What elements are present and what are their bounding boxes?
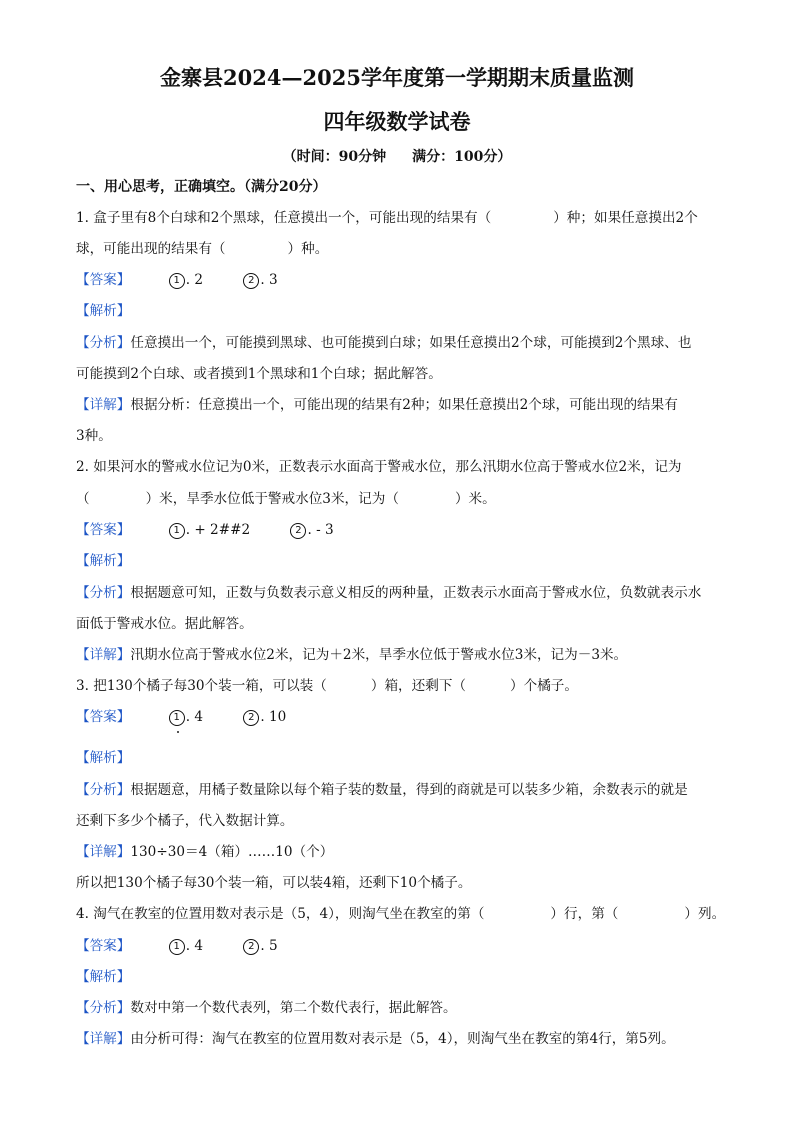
q4-fenxi-line1 [76, 998, 726, 1018]
detail-tag: 【详解】 [76, 647, 131, 663]
section-heading: 一、用心思考，正确填空。（满分20分） [76, 179, 327, 195]
q1-text-b: ）种；如果任意摸出2个 [553, 210, 698, 226]
fenxi-tag: 【分析】 [76, 585, 131, 601]
answer-tag: 【答案】 [76, 709, 131, 725]
detail-text: 由分析可得：淘气在教室的位置用数对表示是（5，4），则淘气坐在教室的第4行，第5列。 [130, 1031, 675, 1047]
fenxi-tag: 【分析】 [76, 782, 131, 798]
circled-number: 2 [243, 273, 259, 289]
q1-stem-line1 [76, 208, 726, 228]
answer-tag: 【答案】 [76, 938, 131, 954]
detail-text: 130÷30＝4（箱）……10（个） [130, 844, 334, 860]
exam-time-score [0, 146, 794, 166]
detail-text: 汛期水位高于警戒水位2米，记为＋2米，旱季水位低于警戒水位3米，记为－3米。 [130, 647, 628, 663]
q2-text-a: （ [76, 491, 90, 507]
exam-title: 金寨县2024—2025学年度第一学期期末质量监测 [160, 65, 634, 90]
analysis-tag: 【解析】 [76, 969, 131, 985]
q2-text-b: ）米，旱季水位低于警戒水位3米，记为（ [145, 491, 399, 507]
q2-text-c: ）米。 [454, 491, 496, 507]
answer-value: . - 3 [307, 522, 334, 538]
q1-fenxi-line2: 可能摸到2个白球、或者摸到1个黑球和1个白球；据此解答。 [76, 366, 442, 382]
score-info: 满分：100分） [412, 149, 512, 165]
q3-fenxi-line1 [76, 780, 726, 800]
answer-value: . 2 [185, 272, 203, 288]
detail-tag: 【详解】 [76, 1031, 131, 1047]
q2-detail-line1 [76, 645, 726, 665]
q3-detail-line2: 所以把130个橘子每30个装一箱，可以装4箱，还剩下10个橘子。 [76, 875, 472, 891]
answer-value: . + 2##2 [185, 522, 251, 538]
q2-answer-1 [169, 520, 250, 540]
q1-detail-line2: 3种。 [76, 428, 112, 444]
q3-fenxi-line2: 还剩下多少个橘子，代入数据计算。 [76, 813, 294, 829]
answer-value: . 3 [260, 272, 278, 288]
q1-text-a: 1. 盒子里有8个白球和2个黑球，任意摸出一个，可能出现的结果有（ [76, 210, 492, 226]
q4-text-a: 4. 淘气在教室的位置用数对表示是（5，4），则淘气坐在教室的第（ [76, 906, 485, 922]
fenxi-text: 根据题意，用橘子数量除以每个箱子装的数量，得到的商就是可以装多少箱，余数表示的就是 [130, 782, 688, 798]
fenxi-text: 数对中第一个数代表列，第二个数代表行，据此解答。 [130, 1000, 457, 1016]
q4-stem [76, 904, 726, 924]
q4-analysis-tag [76, 967, 726, 987]
q3-stem [76, 676, 726, 696]
fenxi-tag: 【分析】 [76, 335, 131, 351]
circled-number: 1 [169, 273, 185, 289]
circled-number: 2 [243, 939, 259, 955]
q3-answer [76, 707, 726, 727]
q1-answer-2 [243, 270, 277, 290]
circled-number: 2 [243, 710, 259, 726]
q2-analysis-tag [76, 551, 726, 571]
q1-stem-line2 [76, 239, 726, 259]
q3-text-c: ）个橘子。 [510, 678, 578, 694]
q4-answer-1 [169, 936, 203, 956]
q4-text-c: ）列。 [684, 906, 726, 922]
q3-answer-1 [169, 707, 203, 727]
q1-answer-1 [169, 270, 203, 290]
q1-text-d: ）种。 [287, 241, 329, 257]
q3-analysis-tag [76, 748, 726, 768]
q3-text-b: ）箱，还剩下（ [370, 678, 467, 694]
q1-fenxi-line1 [76, 333, 726, 353]
q2-stem-line1: 2. 如果河水的警戒水位记为0米，正数表示水面高于警戒水位，那么汛期水位高于警戒水位2米，记为 [76, 459, 682, 475]
exam-subtitle: 四年级数学试卷 [323, 109, 471, 134]
q1-text-c: 球，可能出现的结果有（ [76, 241, 226, 257]
stray-dot [177, 731, 179, 733]
q2-stem-line2 [76, 489, 726, 509]
q4-text-b: ）行，第（ [550, 906, 619, 922]
q3-answer-2 [243, 707, 286, 727]
q3-detail-line1 [76, 842, 726, 862]
answer-tag: 【答案】 [76, 272, 131, 288]
q1-detail-line1 [76, 395, 726, 415]
analysis-tag: 【解析】 [76, 553, 131, 569]
q1-answer [76, 270, 726, 290]
q3-text-a: 3. 把130个橘子每30个装一箱，可以装（ [76, 678, 327, 694]
q4-answer-2 [243, 936, 277, 956]
detail-tag: 【详解】 [76, 844, 131, 860]
answer-value: . 5 [260, 938, 278, 954]
fenxi-text: 任意摸出一个，可能摸到黑球、也可能摸到白球；如果任意摸出2个球，可能摸到2个黑球、也 [130, 335, 692, 351]
q1-analysis-tag [76, 301, 726, 321]
answer-value: . 4 [185, 709, 203, 725]
detail-text: 根据分析：任意摸出一个，可能出现的结果有2种；如果任意摸出2个球，可能出现的结果有 [130, 397, 678, 413]
time-info: （时间：90分钟 [282, 149, 387, 165]
circled-number: 1 [169, 710, 185, 726]
circled-number: 1 [169, 939, 185, 955]
answer-value: . 10 [260, 709, 287, 725]
q2-answer [76, 520, 726, 540]
circled-number: 2 [290, 523, 306, 539]
q2-fenxi-line2: 面低于警戒水位。据此解答。 [76, 616, 253, 632]
answer-value: . 4 [185, 938, 203, 954]
answer-tag: 【答案】 [76, 522, 131, 538]
q4-detail-line1 [76, 1029, 726, 1049]
analysis-tag: 【解析】 [76, 750, 131, 766]
q4-answer [76, 936, 726, 956]
q2-answer-2 [290, 520, 333, 540]
analysis-tag: 【解析】 [76, 303, 131, 319]
fenxi-tag: 【分析】 [76, 1000, 131, 1016]
fenxi-text: 根据题意可知，正数与负数表示意义相反的两种量，正数表示水面高于警戒水位，负数就表示水 [130, 585, 702, 601]
q2-fenxi-line1 [76, 583, 726, 603]
detail-tag: 【详解】 [76, 397, 131, 413]
circled-number: 1 [169, 523, 185, 539]
